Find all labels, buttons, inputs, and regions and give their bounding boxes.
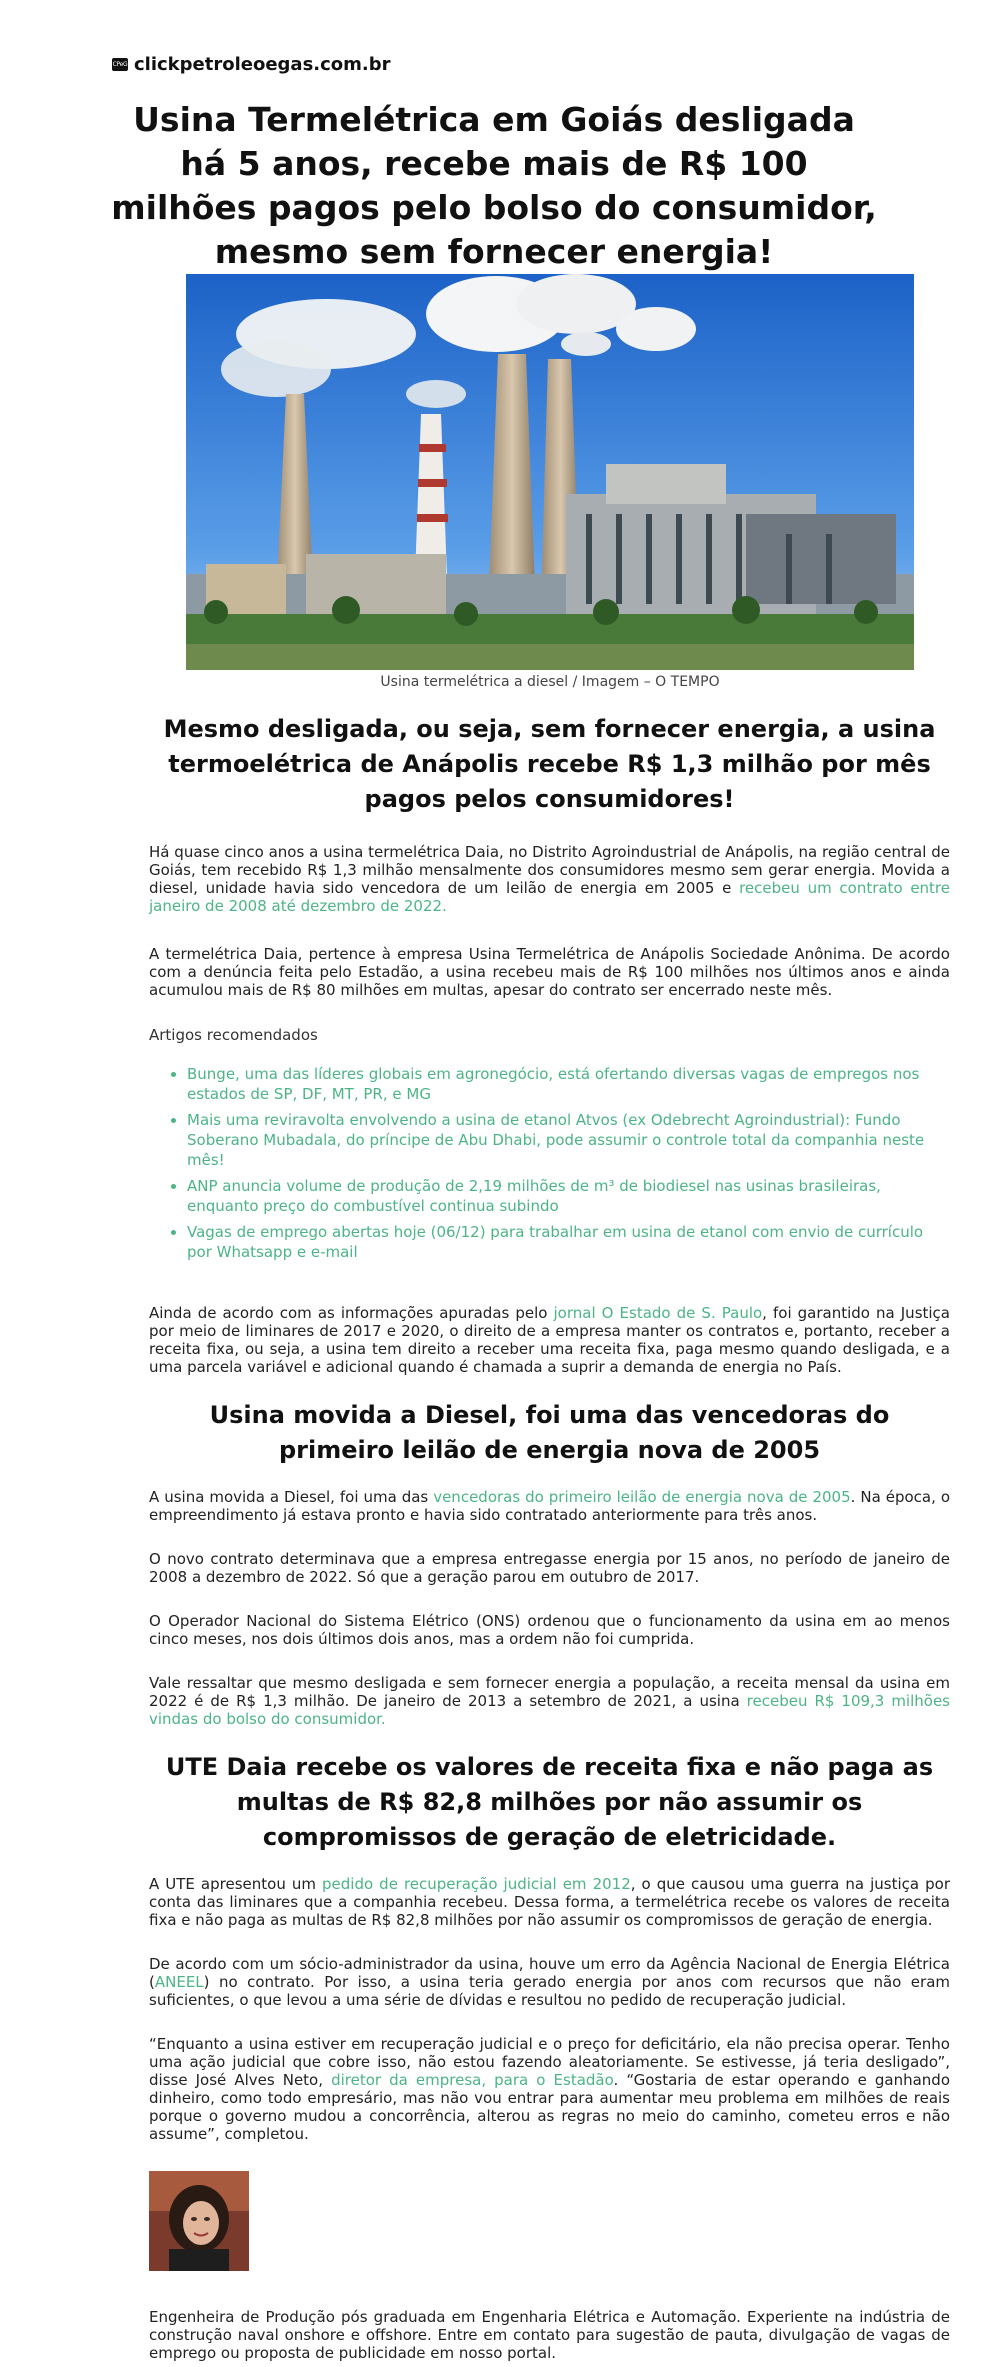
author-avatar[interactable]: [149, 2171, 249, 2271]
recommended-title: Artigos recomendados: [149, 1026, 318, 1044]
link-leilao[interactable]: vencedoras do primeiro leilão de energia nova de 2005: [433, 1488, 851, 1506]
recommended-item[interactable]: • Bunge, uma das líderes globais em agronegócio, está ofertando diversas vagas de empregos nos estados de SP, DF, MT, PR, e MG: [187, 1064, 950, 1104]
subtitle-2: Usina movida a Diesel, foi uma das vencedoras do primeiro leilão de energia nova de 2005: [209, 1401, 890, 1464]
paragraph-10-text-b: . “Gostaria de estar operando e ganhando dinheiro, como todo empresário, mas não vou entrar para aumentar meu problema em milhões de reais porque o governo mudou a concorrência, alterou as regras no meio do caminho, cometeu erros e não assume”, completou.: [149, 2071, 951, 2143]
author-bio: Engenheira de Produção pós graduada em Engenharia Elétrica e Automação. Experiente na indústria de construção naval onshore e offshore. Entre em contato para sugestão de pauta, divulgação de vagas de emprego ou proposta de publicidade em nosso portal.: [149, 2308, 950, 2362]
site-name[interactable]: clickpetroleoegas.com.br: [134, 54, 391, 75]
paragraph-1-text: Há quase cinco anos a usina termelétrica Daia, no Distrito Agroindustrial de Anápolis, na região central de Goiás, tem recebido R$ 1,3 milhão mensalmente dos consumidores mesmo sem gerar energia. Movida a diesel, unidade havia sido vencedora de um leilão de energia em 2005 e: [149, 843, 950, 897]
paragraph-8-text-a: A UTE apresentou um: [149, 1875, 323, 1893]
paragraph-4-text-b: . Na época, o empreendimento já estava pronto e havia sido contratado anteriormente para três anos.: [149, 1488, 950, 1524]
link-diretor[interactable]: diretor da empresa, para o Estadão: [331, 2071, 614, 2089]
article-title: Usina Termelétrica em Goiás desligada há 5 anos, recebe mais de R$ 100 milhões pagos pelo bolso do consumidor, mesmo sem fornecer energia!: [111, 100, 877, 271]
paragraph-4-text-a: A usina movida a Diesel, foi uma das: [149, 1488, 434, 1506]
paragraph-5: O novo contrato determinava que a empresa entregasse energia por 15 anos, no período de janeiro de 2008 a dezembro de 2022. Só que a geração parou em outubro de 2017.: [149, 1550, 950, 1586]
recommended-item[interactable]: • ANP anuncia volume de produção de 2,19 milhões de m³ de biodiesel nas usinas brasileiras, enquanto preço do combustível continua subindo: [187, 1176, 950, 1216]
image-caption: Usina termelétrica a diesel / Imagem – O TEMPO: [380, 674, 720, 690]
paragraph-10-text-a: “Enquanto a usina estiver em recuperação judicial e o preço for deficitário, ela não precisa operar. Tenho uma ação judicial que cobre isso, não estou fazendo aleatoriamente. Se estivesse, já teria desligado”, disse José Alves Neto,: [149, 2035, 950, 2089]
paragraph-3-text-a: Ainda de acordo com as informações apuradas pelo: [149, 1304, 554, 1322]
hero-image: [186, 274, 914, 670]
paragraph-10: [149, 2035, 950, 2143]
paragraph-9: [149, 1955, 950, 2009]
recommended-item[interactable]: • Vagas de emprego abertas hoje (06/12) para trabalhar em usina de etanol com envio de currículo por Whatsapp e e-mail: [187, 1222, 950, 1262]
link-aneel[interactable]: ANEEL: [154, 1973, 204, 1991]
paragraph-9-text-b: ) no contrato. Por isso, a usina teria gerado energia por anos com recursos que não eram suficientes, o que levou a uma série de dívidas e resultou no pedido de recuperação judicial.: [149, 1973, 950, 2009]
paragraph-1: [149, 843, 950, 915]
subtitle-3: UTE Daia recebe os valores de receita fixa e não paga as multas de R$ 82,8 milhões por não assumir os compromissos de geração de eletricidade.: [165, 1753, 934, 1851]
recommended-item[interactable]: • Mais uma reviravolta envolvendo a usina de etanol Atvos (ex Odebrecht Agroindustrial): Fundo Soberano Mubadala, do príncipe de Abu Dhabi, pode assumir o controle total da companhia neste mês!: [187, 1110, 950, 1170]
paragraph-6: O Operador Nacional do Sistema Elétrico (ONS) ordenou que o funcionamento da usina em ao menos cinco meses, nos dois últimos dois anos, mas a ordem não foi cumprida.: [149, 1612, 950, 1648]
paragraph-7-text-a: Vale ressaltar que mesmo desligada e sem fornecer energia a população, a receita mensal da usina em 2022 é de R$ 1,3 milhão. De janeiro de 2013 a setembro de 2021, a usina: [149, 1674, 950, 1710]
recommended-list: [149, 1064, 950, 1262]
paragraph-9-text-a: De acordo com um sócio-administrador da usina, houve um erro da Agência Nacional de Energia Elétrica (: [149, 1955, 950, 1991]
paragraph-2: A termelétrica Daia, pertence à empresa Usina Termelétrica de Anápolis Sociedade Anônima. De acordo com a denúncia feita pelo Estadão, a usina recebeu mais de R$ 100 milhões nos últimos anos e ainda acumulou mais de R$ 80 milhões em multas, apesar do contrato ser encerrado neste mês.: [149, 945, 950, 999]
link-receita[interactable]: recebeu R$ 109,3 milhões vindas do bolso do consumidor.: [149, 1692, 950, 1728]
paragraph-3: [149, 1304, 950, 1376]
link-contract[interactable]: recebeu um contrato entre janeiro de 2008 até dezembro de 2022.: [149, 879, 950, 915]
site-header[interactable]: [112, 54, 391, 75]
link-estadao[interactable]: jornal O Estado de S. Paulo: [553, 1304, 763, 1322]
site-logo-icon: CPeG: [112, 58, 128, 71]
link-recuperacao[interactable]: pedido de recuperação judicial em 2012: [322, 1875, 631, 1893]
subtitle-1: Mesmo desligada, ou seja, sem fornecer energia, a usina termoelétrica de Anápolis recebe R$ 1,3 milhão por mês pagos pelos consumidores!: [163, 715, 936, 813]
paragraph-8: [149, 1875, 950, 1929]
paragraph-3-text-b: , foi garantido na Justiça por meio de liminares de 2017 e 2020, o direito de a empresa manter os contratos e, portanto, receber a receita fixa, ou seja, a usina tem direito a receber uma receita fixa, paga mesmo quando desligada, e a uma parcela variável e adicional quando é chamada a suprir a demanda de energia no País.: [149, 1304, 950, 1376]
paragraph-7: [149, 1674, 950, 1728]
paragraph-8-text-b: , o que causou uma guerra na justiça por conta das liminares que a companhia recebeu. Dessa forma, a termelétrica recebe os valores de receita fixa e não paga as multas de R$ 82,8 milhões por não assumir os compromissos de geração de energia.: [149, 1875, 950, 1929]
paragraph-4: [149, 1488, 950, 1524]
article-body: [149, 708, 950, 2362]
